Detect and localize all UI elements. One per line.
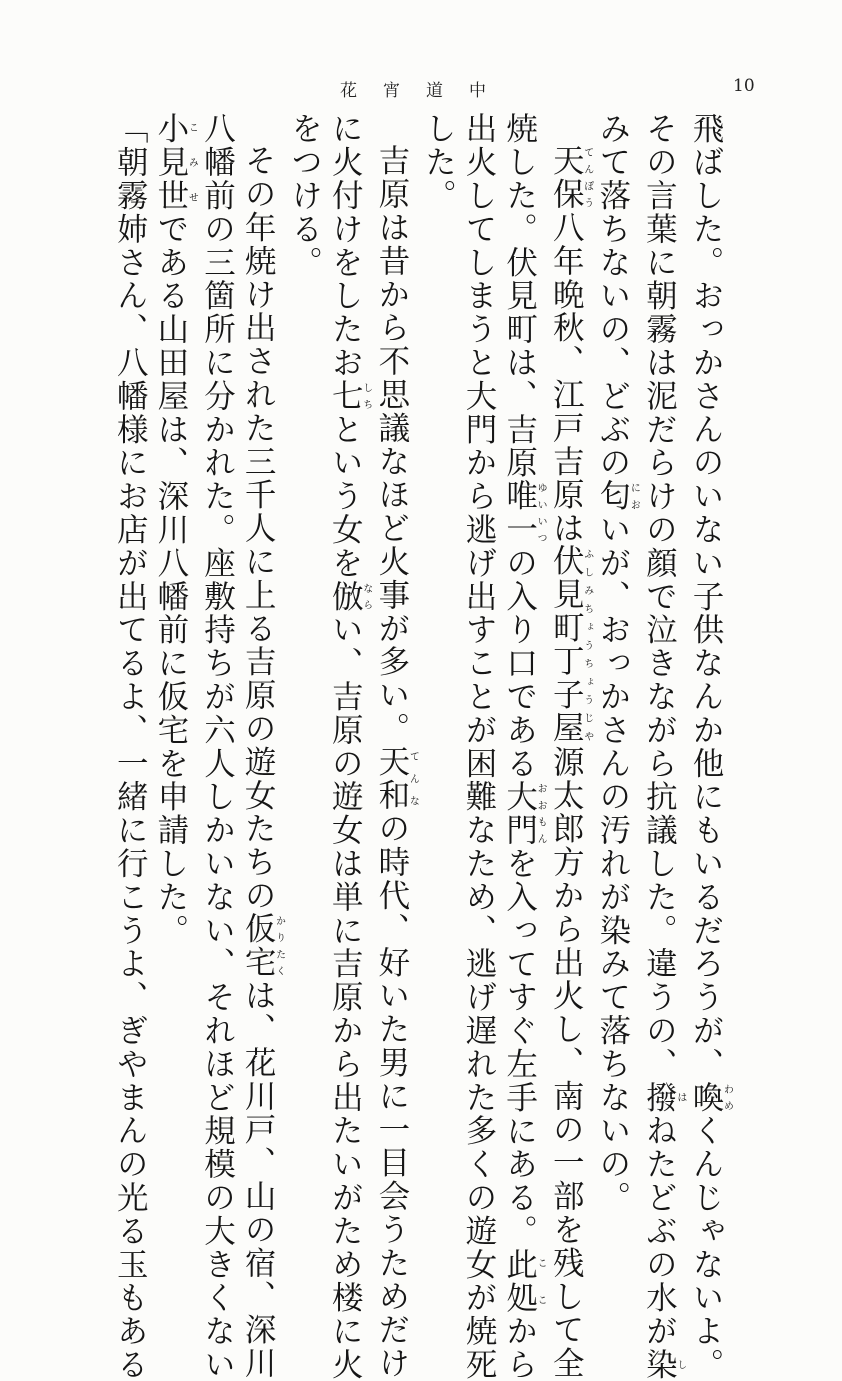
ruby-annotation: 撥は [641, 1080, 686, 1115]
ruby-annotation: 倣なら [327, 579, 372, 614]
ruby-annotation: 喚わめ [688, 1080, 733, 1115]
ruby-annotation: 天和てんな [373, 744, 419, 812]
ruby-annotation: 七しち [327, 379, 372, 413]
page-number: 10 [733, 76, 755, 96]
paragraph: 天保てんぽう八年晩秋、江戸吉原は伏見町丁子屋ふしみちょうちょうじや源太郎方から出火し、南の一部を残して全 焼した。伏見町は、吉原唯一ゆいいつの入り口である大門おおもんを入ってすぐ左手にある。此処ここから 出火してしまうと大門から逃げ出すことが困難なため、逃げ遅れた多くの遊女が焼死 した。 [420, 112, 593, 1381]
ruby-annotation: 匂にお [594, 479, 640, 513]
ruby-annotation: 仮宅かりたく [240, 911, 285, 979]
ruby-annotation: 唯一ゆいいつ [501, 479, 547, 547]
paragraph: 飛ばした。おっかさんのいない子供なんか他にもいるだろうが、喚わめくんじゃないよ。 その言葉に朝霧は泥だらけの顔で泣きながら抗議した。違うの、撥はねたどぶの水が染し みて落ちないの、どぶの匂においが、おっかさんの汚れが染みて落ちないの。 [594, 112, 733, 1381]
body-text [92, 112, 733, 1381]
paragraph: その年焼け出された三千人に上る吉原の遊女たちの仮宅かりたくは、花川戸、山の宿、深川 八幡前の三箇所に分かれた。座敷持ちが六人しかいない、それほど規模の大きくない 小見世こみせである山田屋は、深川八幡前に仮宅を申請した。 [152, 112, 285, 1381]
paragraph: 吉原は昔から不思議なほど火事が多い。天和てんなの時代、好いた男に一目会うためだけ に火付けをしたお七しちという女を倣ならい、吉原の遊女は単に吉原から出たいがため楼に火 をつける。 [286, 112, 419, 1381]
ruby-annotation: 小見世こみせ [152, 112, 198, 213]
ruby-annotation: 染し [641, 1347, 686, 1381]
paragraph: 「朝霧姉さん、八幡様にお店が出てるよ、一緒に行こうよ、ぎやまんの光る玉もある [112, 112, 149, 1381]
ruby-annotation: 伏見町丁子屋ふしみちょうちょうじや [548, 544, 593, 745]
ruby-annotation: 天保てんぽう [548, 143, 593, 211]
running-title: 花宵道中 [340, 81, 512, 101]
ruby-annotation: 此処ここ [501, 1247, 547, 1315]
ruby-annotation: 大門おおもん [501, 780, 547, 847]
